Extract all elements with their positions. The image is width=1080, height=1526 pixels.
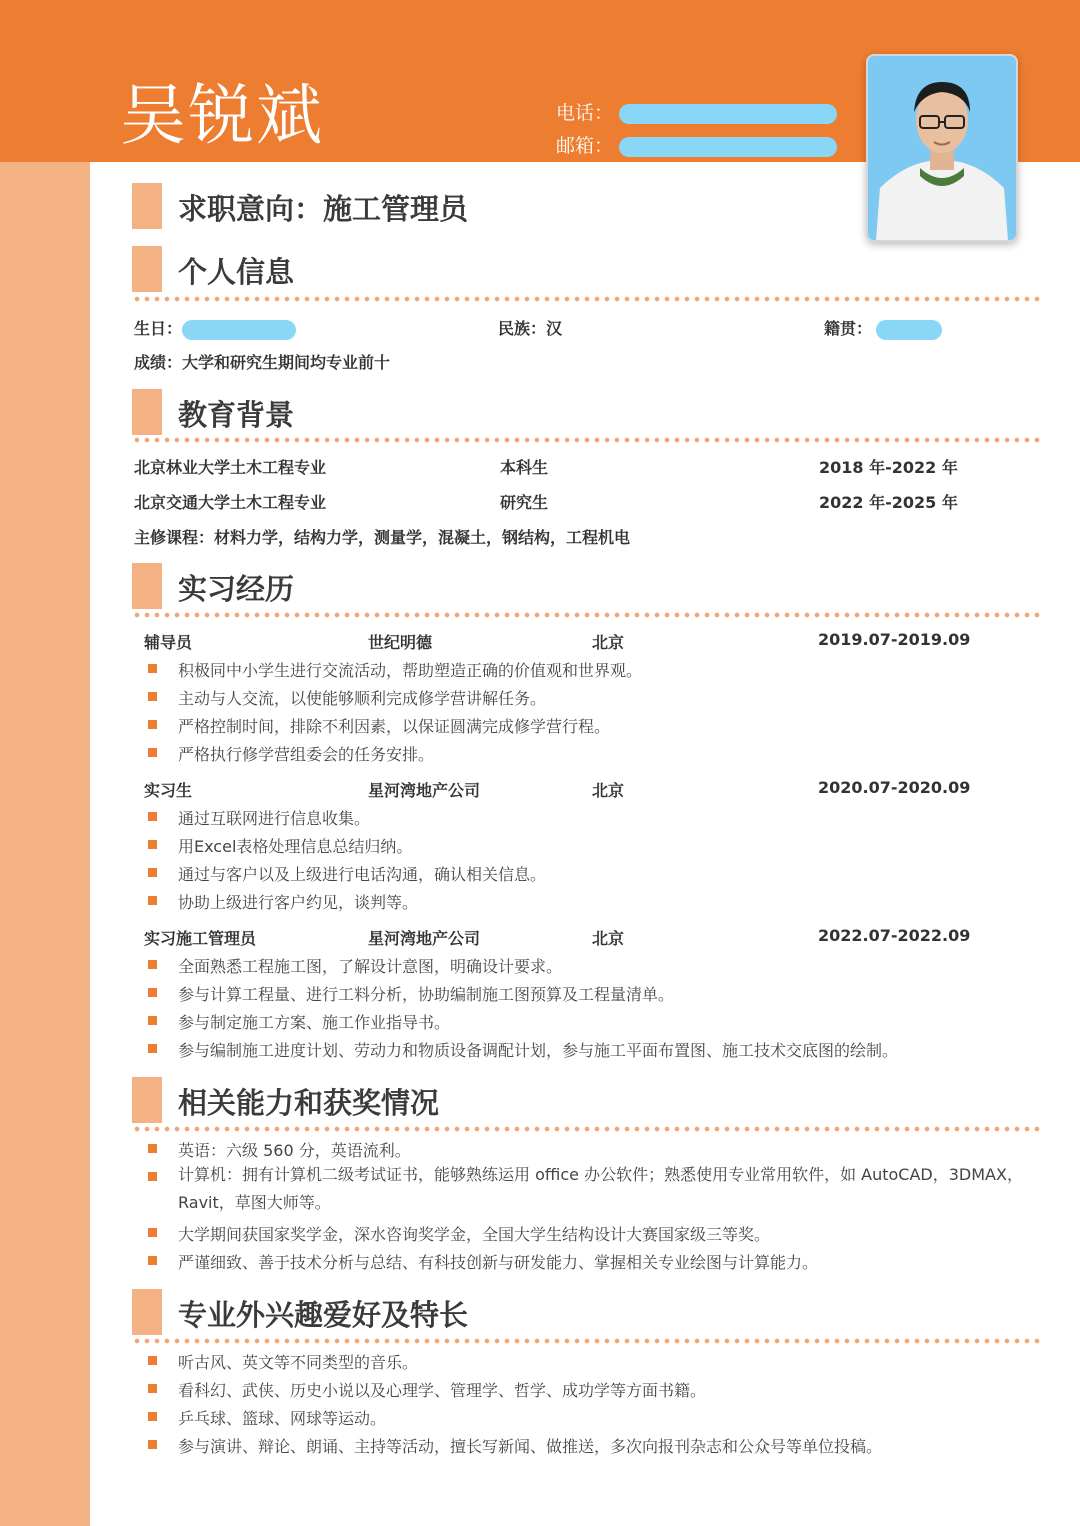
email-label: 邮箱： bbox=[556, 135, 614, 157]
bullet-square-icon bbox=[148, 960, 157, 969]
job-city: 北京 bbox=[592, 781, 625, 800]
birth-label: 生日： bbox=[134, 319, 183, 338]
edu-degree: 研究生 bbox=[500, 493, 549, 512]
applicant-name: 吴锐斌 bbox=[120, 77, 324, 154]
job-period: 2019.07-2019.09 bbox=[818, 630, 971, 649]
edu-degree: 本科生 bbox=[500, 458, 549, 477]
job-company: 星河湾地产公司 bbox=[368, 929, 481, 948]
profile-photo bbox=[866, 54, 1018, 242]
job-period: 2022.07-2022.09 bbox=[818, 926, 971, 945]
native-redaction bbox=[876, 320, 942, 340]
email-redaction bbox=[619, 137, 837, 157]
objective-title: 求职意向：施工管理员 bbox=[178, 192, 469, 226]
email-line bbox=[556, 131, 837, 158]
heading-bar bbox=[132, 246, 162, 292]
bullet-square-icon bbox=[148, 812, 157, 821]
birth-field bbox=[134, 316, 296, 340]
edu-period: 2018 年-2022 年 bbox=[819, 458, 958, 477]
native-field bbox=[824, 316, 942, 340]
job-role: 辅导员 bbox=[144, 633, 193, 652]
bullet-square-icon bbox=[148, 1016, 157, 1025]
bullet-square-icon bbox=[148, 896, 157, 905]
job-role: 实习施工管理员 bbox=[144, 929, 257, 948]
bullet-square-icon bbox=[148, 1356, 157, 1365]
education-title: 教育背景 bbox=[178, 398, 295, 432]
bullet-square-icon bbox=[148, 664, 157, 673]
bullet-square-icon bbox=[148, 868, 157, 877]
bullet-square-icon bbox=[148, 1440, 157, 1449]
hobbies-title: 专业外兴趣爱好及特长 bbox=[178, 1298, 469, 1332]
section-divider bbox=[132, 1126, 1040, 1132]
heading-bar bbox=[132, 563, 162, 609]
job-company: 星河湾地产公司 bbox=[368, 781, 481, 800]
section-divider bbox=[132, 437, 1040, 443]
personal-title: 个人信息 bbox=[178, 255, 295, 289]
heading-bar bbox=[132, 1077, 162, 1123]
bullet-square-icon bbox=[148, 1144, 157, 1153]
job-city: 北京 bbox=[592, 633, 625, 652]
bullet-square-icon bbox=[148, 720, 157, 729]
job-city: 北京 bbox=[592, 929, 625, 948]
bullet-square-icon bbox=[148, 1228, 157, 1237]
bullet-square-icon bbox=[148, 1172, 157, 1181]
native-label: 籍贯： bbox=[824, 319, 873, 338]
side-band bbox=[0, 162, 90, 1526]
heading-bar bbox=[132, 183, 162, 229]
bullet-square-icon bbox=[148, 1044, 157, 1053]
heading-bar bbox=[132, 389, 162, 435]
edu-school: 北京林业大学土木工程专业 bbox=[134, 458, 327, 477]
heading-bar bbox=[132, 1289, 162, 1335]
edu-school: 北京交通大学土木工程专业 bbox=[134, 493, 327, 512]
bullet-square-icon bbox=[148, 748, 157, 757]
bullet-square-icon bbox=[148, 692, 157, 701]
grades-field: 成绩：大学和研究生期间均专业前十 bbox=[134, 353, 391, 372]
edu-period: 2022 年-2025 年 bbox=[819, 493, 958, 512]
job-company: 世纪明德 bbox=[368, 633, 433, 652]
job-role: 实习生 bbox=[144, 781, 193, 800]
bullet-square-icon bbox=[148, 840, 157, 849]
skills-title: 相关能力和获奖情况 bbox=[178, 1086, 440, 1120]
section-divider bbox=[132, 612, 1040, 618]
section-divider bbox=[132, 1338, 1040, 1344]
internship-title: 实习经历 bbox=[178, 572, 295, 606]
phone-redaction bbox=[619, 104, 837, 124]
section-divider bbox=[132, 296, 1040, 302]
edu-courses: 主修课程：材料力学，结构力学，测量学，混凝土，钢结构，工程机电 bbox=[134, 528, 631, 547]
bullet-square-icon bbox=[148, 1256, 157, 1265]
job-period: 2020.07-2020.09 bbox=[818, 778, 971, 797]
birth-redaction bbox=[182, 320, 296, 340]
ethnicity-field: 民族：汉 bbox=[498, 319, 563, 338]
phone-label: 电话： bbox=[556, 102, 614, 124]
profile-photo-image bbox=[868, 56, 1016, 240]
bullet-square-icon bbox=[148, 1412, 157, 1421]
bullet-square-icon bbox=[148, 1384, 157, 1393]
bullet-square-icon bbox=[148, 988, 157, 997]
phone-line bbox=[556, 98, 837, 125]
